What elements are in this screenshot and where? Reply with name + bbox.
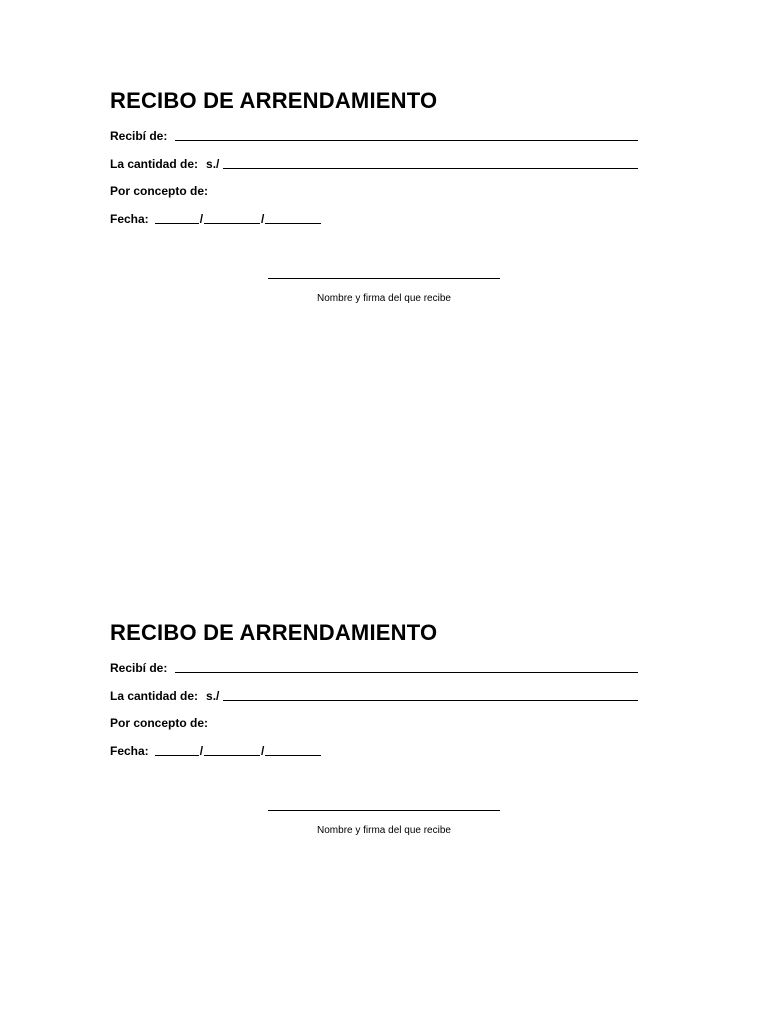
- signature-caption: Nombre y firma del que recibe: [317, 825, 451, 836]
- fecha-label: Fecha:: [110, 744, 149, 758]
- concepto-field: [110, 716, 208, 730]
- signature-line: [268, 809, 500, 811]
- recibi-de-blank-line: [175, 662, 638, 673]
- cantidad-field: [110, 157, 638, 171]
- receipt-title: RECIBO DE ARRENDAMIENTO: [110, 620, 438, 645]
- cantidad-label: La cantidad de:: [110, 689, 199, 703]
- fecha-month-blank: [204, 745, 260, 756]
- date-separator: /: [261, 212, 265, 226]
- fecha-field: [110, 744, 321, 758]
- fecha-year-blank: [265, 745, 321, 756]
- currency-prefix: s./: [206, 689, 220, 703]
- recibi-de-label: Recibí de:: [110, 129, 168, 143]
- recibi-de-label: Recibí de:: [110, 661, 168, 675]
- date-separator: /: [261, 744, 265, 758]
- signature-line: [268, 277, 500, 279]
- fecha-year-blank: [265, 213, 321, 224]
- receipt-1: [110, 88, 640, 388]
- cantidad-blank-line: [223, 158, 638, 169]
- receipt-title: RECIBO DE ARRENDAMIENTO: [110, 88, 438, 113]
- signature-caption: Nombre y firma del que recibe: [317, 293, 451, 304]
- fecha-day-blank: [155, 213, 199, 224]
- date-separator: /: [199, 744, 204, 758]
- cantidad-blank-line: [223, 690, 638, 701]
- fecha-label: Fecha:: [110, 212, 149, 226]
- recibi-de-blank-line: [175, 130, 638, 141]
- currency-prefix: s./: [206, 157, 220, 171]
- concepto-field: [110, 184, 208, 198]
- fecha-day-blank: [155, 745, 199, 756]
- fecha-field: [110, 212, 321, 226]
- date-separator: /: [199, 212, 204, 226]
- cantidad-label: La cantidad de:: [110, 157, 199, 171]
- concepto-label: Por concepto de:: [110, 716, 209, 730]
- recibi-de-field: [110, 661, 638, 675]
- fecha-month-blank: [204, 213, 260, 224]
- concepto-label: Por concepto de:: [110, 184, 209, 198]
- recibi-de-field: [110, 129, 638, 143]
- receipt-2: [110, 620, 640, 920]
- cantidad-field: [110, 689, 638, 703]
